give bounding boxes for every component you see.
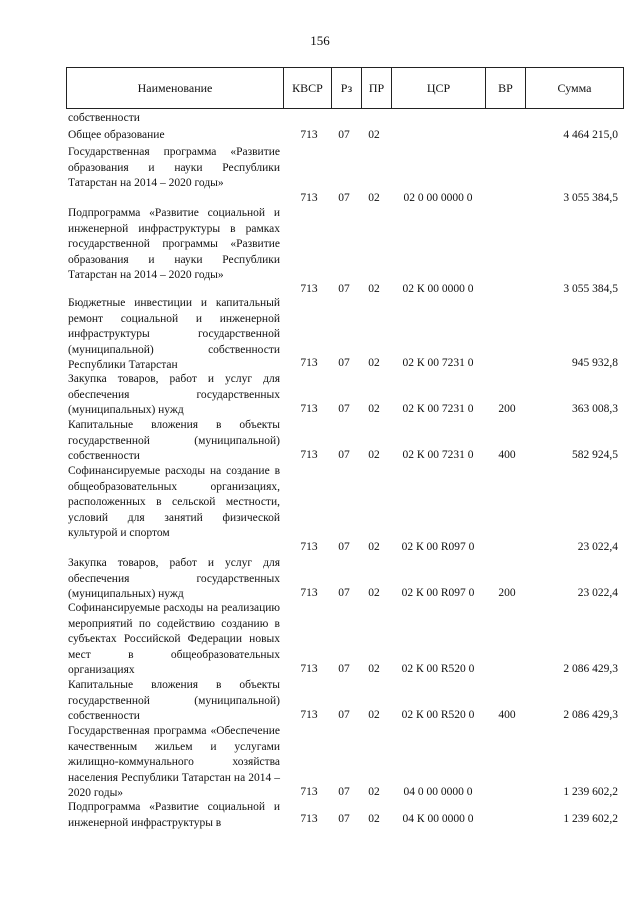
row-kvsr: 713 — [300, 357, 318, 370]
row-pr: 02 — [368, 403, 380, 416]
table-row — [0, 128, 640, 144]
row-sum: 4 464 215,0 — [563, 129, 618, 142]
row-csr: 02 К 00 0000 0 — [402, 283, 474, 296]
header-csr: ЦСР — [391, 68, 485, 108]
row-vr: 200 — [498, 403, 516, 416]
row-sum: 3 055 384,5 — [563, 283, 618, 296]
table-row — [0, 800, 640, 832]
page-number: 156 — [310, 33, 330, 48]
table-row — [0, 678, 640, 724]
row-name: Подпрограмма «Развитие социальной и инженерной инфраструктуры в — [68, 801, 280, 829]
row-rz: 07 — [338, 129, 350, 142]
row-csr: 02 К 00 7231 0 — [402, 403, 474, 416]
row-csr: 04 К 00 0000 0 — [402, 813, 474, 825]
row-pr: 02 — [368, 813, 380, 825]
row-sum: 23 022,4 — [577, 587, 618, 600]
row-sum: 1 239 602,2 — [563, 813, 618, 825]
row-kvsr: 713 — [300, 541, 318, 554]
table-row — [0, 372, 640, 418]
row-name: Государственная программа «Обеспечение качественным жильем и услугами жилищно-коммунального хозяйства населения Республики Татарстан на 2014 – 2020 годы» — [68, 725, 280, 800]
header-pr: ПР — [361, 68, 391, 108]
row-kvsr: 713 — [300, 813, 318, 825]
row-sum: 1 239 602,2 — [563, 786, 618, 799]
row-kvsr: 713 — [300, 449, 318, 462]
row-name: Софинансируемые расходы на реализацию мероприятий по содействию созданию в субъектах Российской Федерации новых мест в общеобразовательных организациях — [68, 602, 280, 677]
header-name: Наименование — [137, 80, 213, 95]
row-name: Капитальные вложения в объекты государственной (муниципальной) собственности — [68, 679, 280, 723]
row-csr: 02 К 00 R520 0 — [401, 709, 475, 722]
row-sum: 2 086 429,3 — [563, 709, 618, 722]
row-csr: 04 0 00 0000 0 — [403, 786, 473, 799]
header-sum: Сумма — [525, 68, 623, 108]
row-sum: 3 055 384,5 — [563, 192, 618, 205]
row-name: Закупка товаров, работ и услуг для обеспечения государственных (муниципальных) нужд — [68, 557, 280, 601]
row-csr: 02 К 00 R097 0 — [401, 541, 475, 554]
table-row — [0, 145, 640, 207]
header-vr: ВР — [485, 68, 525, 108]
row-pr: 02 — [368, 709, 380, 722]
row-rz: 07 — [338, 709, 350, 722]
row-kvsr: 713 — [300, 587, 318, 600]
table-row — [0, 296, 640, 372]
row-kvsr: 713 — [300, 283, 318, 296]
row-name: собственности — [68, 112, 140, 124]
row-name: Общее образование — [68, 129, 165, 141]
row-pr: 02 — [368, 357, 380, 370]
row-rz: 07 — [338, 357, 350, 370]
row-kvsr: 713 — [300, 192, 318, 205]
row-rz: 07 — [338, 283, 350, 296]
table-row — [0, 556, 640, 602]
table-header — [66, 67, 624, 109]
table-row — [0, 464, 640, 556]
row-pr: 02 — [368, 192, 380, 205]
row-name: Подпрограмма «Развитие социальной и инженерной инфраструктуры в рамках государственной программы «Развитие образования и науки Республики Татарстан на 2014 – 2020 годы» — [68, 207, 280, 282]
row-sum: 23 022,4 — [577, 541, 618, 554]
row-name: Бюджетные инвестиции и капитальный ремонт социальной и инженерной инфраструктуры государственной (муниципальной) собственности Республики Татарстан — [68, 297, 280, 372]
table-row — [0, 111, 640, 126]
row-name: Государственная программа «Развитие образования и науки Республики Татарстан на 2014 – 2020 годы» — [68, 146, 280, 190]
row-pr: 02 — [368, 449, 380, 462]
row-rz: 07 — [338, 192, 350, 205]
row-kvsr: 713 — [300, 129, 318, 142]
row-csr: 02 К 00 7231 0 — [402, 449, 474, 462]
table-row — [0, 418, 640, 464]
row-sum: 2 086 429,3 — [563, 663, 618, 676]
row-csr: 02 К 00 R097 0 — [401, 587, 475, 600]
table-row — [0, 206, 640, 298]
row-name: Капитальные вложения в объекты государственной (муниципальной) собственности — [68, 419, 280, 463]
row-rz: 07 — [338, 403, 350, 416]
row-kvsr: 713 — [300, 403, 318, 416]
row-pr: 02 — [368, 129, 380, 142]
row-kvsr: 713 — [300, 786, 318, 799]
row-kvsr: 713 — [300, 663, 318, 676]
row-rz: 07 — [338, 813, 350, 825]
row-vr: 400 — [498, 709, 516, 722]
header-rz: Рз — [331, 68, 361, 108]
row-pr: 02 — [368, 283, 380, 296]
row-sum: 582 924,5 — [572, 449, 618, 462]
row-pr: 02 — [368, 663, 380, 676]
row-csr: 02 0 00 0000 0 — [403, 192, 473, 205]
row-vr: 400 — [498, 449, 516, 462]
row-rz: 07 — [338, 786, 350, 799]
row-rz: 07 — [338, 541, 350, 554]
table-row — [0, 601, 640, 678]
row-pr: 02 — [368, 587, 380, 600]
table-row — [0, 724, 640, 801]
row-csr: 02 К 00 R520 0 — [401, 663, 475, 676]
row-pr: 02 — [368, 541, 380, 554]
row-name: Софинансируемые расходы на создание в общеобразовательных организациях, расположенных в сельской местности, условий для занятий физической культурой и спортом — [68, 465, 280, 540]
row-kvsr: 713 — [300, 709, 318, 722]
header-kvsr: КВСР — [283, 68, 331, 108]
row-sum: 945 932,8 — [572, 357, 618, 370]
row-vr: 200 — [498, 587, 516, 600]
row-name: Закупка товаров, работ и услуг для обеспечения государственных (муниципальных) нужд — [68, 373, 280, 417]
row-pr: 02 — [368, 786, 380, 799]
row-rz: 07 — [338, 449, 350, 462]
row-sum: 363 008,3 — [572, 403, 618, 416]
row-csr: 02 К 00 7231 0 — [402, 357, 474, 370]
row-rz: 07 — [338, 587, 350, 600]
row-rz: 07 — [338, 663, 350, 676]
